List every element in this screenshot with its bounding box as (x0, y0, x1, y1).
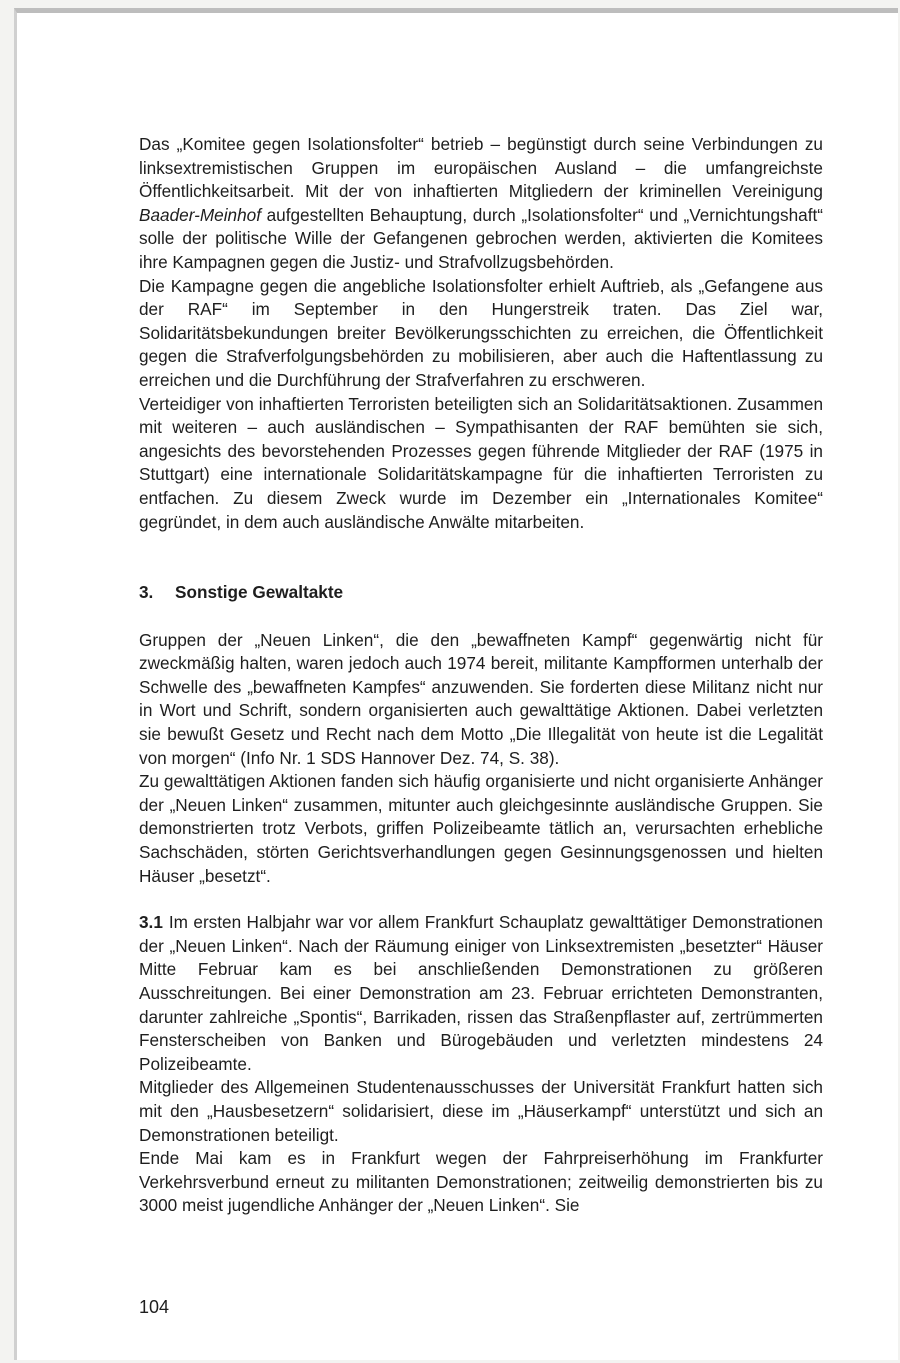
text-column (139, 133, 823, 1218)
paragraph: Verteidiger von inhaftierten Terroristen beteiligten sich an Solidaritätsaktionen. Zusammen mit weiteren – auch ausländischen – Sympathisanten der RAF bemühten sie sich, angesichts des bevorstehenden Prozesses gegen führende Mitglieder der RAF (1975 in Stuttgart) eine internationale Solidaritätskampagne für die inhaftierten Terroristen zu entfachen. Zu diesem Zweck wurde im Dezember ein „Internationales Komitee“ gegründet, in dem auch ausländische Anwälte mitarbeiten. (139, 393, 823, 532)
section-number: 3. (139, 582, 154, 603)
document-page (14, 8, 898, 1360)
paragraph: Zu gewalttätigen Aktionen fanden sich häufig organisierte und nicht organisierte Anhänger der „Neuen Linken“ zusammen, mitunter auch gleichgesinnte ausländische Gruppen. Sie demonstrierten trotz Verbots, griffen Polizeibeamte tätlich an, verursachten erhebliche Sachschäden, störten Gerichtsverhandlungen gegen Gesinnungsgenossen und hielten Häuser „besetzt“. (139, 771, 823, 886)
paragraph: Ende Mai kam es in Frankfurt wegen der Fahrpreiserhöhung im Frankfurter Verkehrsverbund erneut zu militanten Demonstrationen; zeitweilig demonstrierten bis zu 3000 meist jugendliche Anhänger der „Neuen Linken“. Sie (139, 1148, 823, 1216)
paragraph: 3.1 Im ersten Halbjahr war vor allem Frankfurt Schauplatz gewalttätiger Demonstrationen der „Neuen Linken“. Nach der Räumung einiger von Linksextremisten „besetzter“ Häuser Mitte Februar kam es bei anschließenden Demonstrationen zu größeren Ausschreitungen. Bei einer Demonstration am 23. Februar errichteten Demonstranten, darunter zahlreiche „Spontis“, Barrikaden, rissen das Straßenpflaster auf, zertrümmerten Fensterscheiben von Banken und Bürogebäuden und verletzten mindestens 24 Polizeibeamte. (139, 912, 823, 1074)
paragraph: Mitglieder des Allgemeinen Studentenausschusses der Universität Frankfurt hatten sich mit den „Hausbesetzern“ solidarisiert, diese im „Häuserkampf“ unterstützt und sich an Demonstrationen beteiligt. (139, 1077, 823, 1145)
subsection-number: 3.1 (139, 912, 163, 933)
section-heading (139, 581, 823, 605)
emphasis-baader-meinhof: Baader-Meinhof (139, 204, 261, 225)
paragraph: Die Kampagne gegen die angebliche Isolationsfolter erhielt Auftrieb, als „Gefangene aus der RAF“ im September in den Hungerstreik traten. Das Ziel war, Solidaritätsbekundungen breiter Bevölkerungsschichten zu erreichen, die Öffentlichkeit gegen die Strafverfolgungsbehörden zu mobilisieren, aber auch die Haftentlassung zu erreichen und die Durchführung der Strafverfahren zu erschweren. (139, 275, 823, 390)
paragraph: Gruppen der „Neuen Linken“, die den „bewaffneten Kampf“ gegenwärtig nicht für zweckmäßig halten, waren jedoch auch 1974 bereit, militante Kampfformen unterhalb der Schwelle des „bewaffneten Kampfes“ anzuwenden. Sie forderten diese Militanz nicht nur in Wort und Schrift, sondern organisierten auch gewalttätige Aktionen. Dabei verletzten sie bewußt Gesetz und Recht nach dem Motto „Die Illegalität von heute ist die Legalität von morgen“ (Info Nr. 1 SDS Hannover Dez. 74, S. 38). (139, 629, 823, 768)
section-title: Sonstige Gewaltakte (175, 582, 344, 603)
paragraph: Das „Komitee gegen Isolationsfolter“ betrieb – begünstigt durch seine Verbindungen zu linksextremistischen Gruppen im europäischen Ausland – die umfangreichste Öffentlichkeitsarbeit. Mit der von inhaftierten Mitgliedern der kriminellen Vereinigung Baader-Meinhof aufgestellten Behauptung, durch „Isolationsfolter“ und „Vernichtungshaft“ solle der politische Wille der Gefangenen gebrochen werden, aktivierten die Komitees ihre Kampagnen gegen die Justiz- und Strafvollzugsbehörden. (139, 134, 823, 272)
page-number: 104 (139, 1297, 170, 1317)
